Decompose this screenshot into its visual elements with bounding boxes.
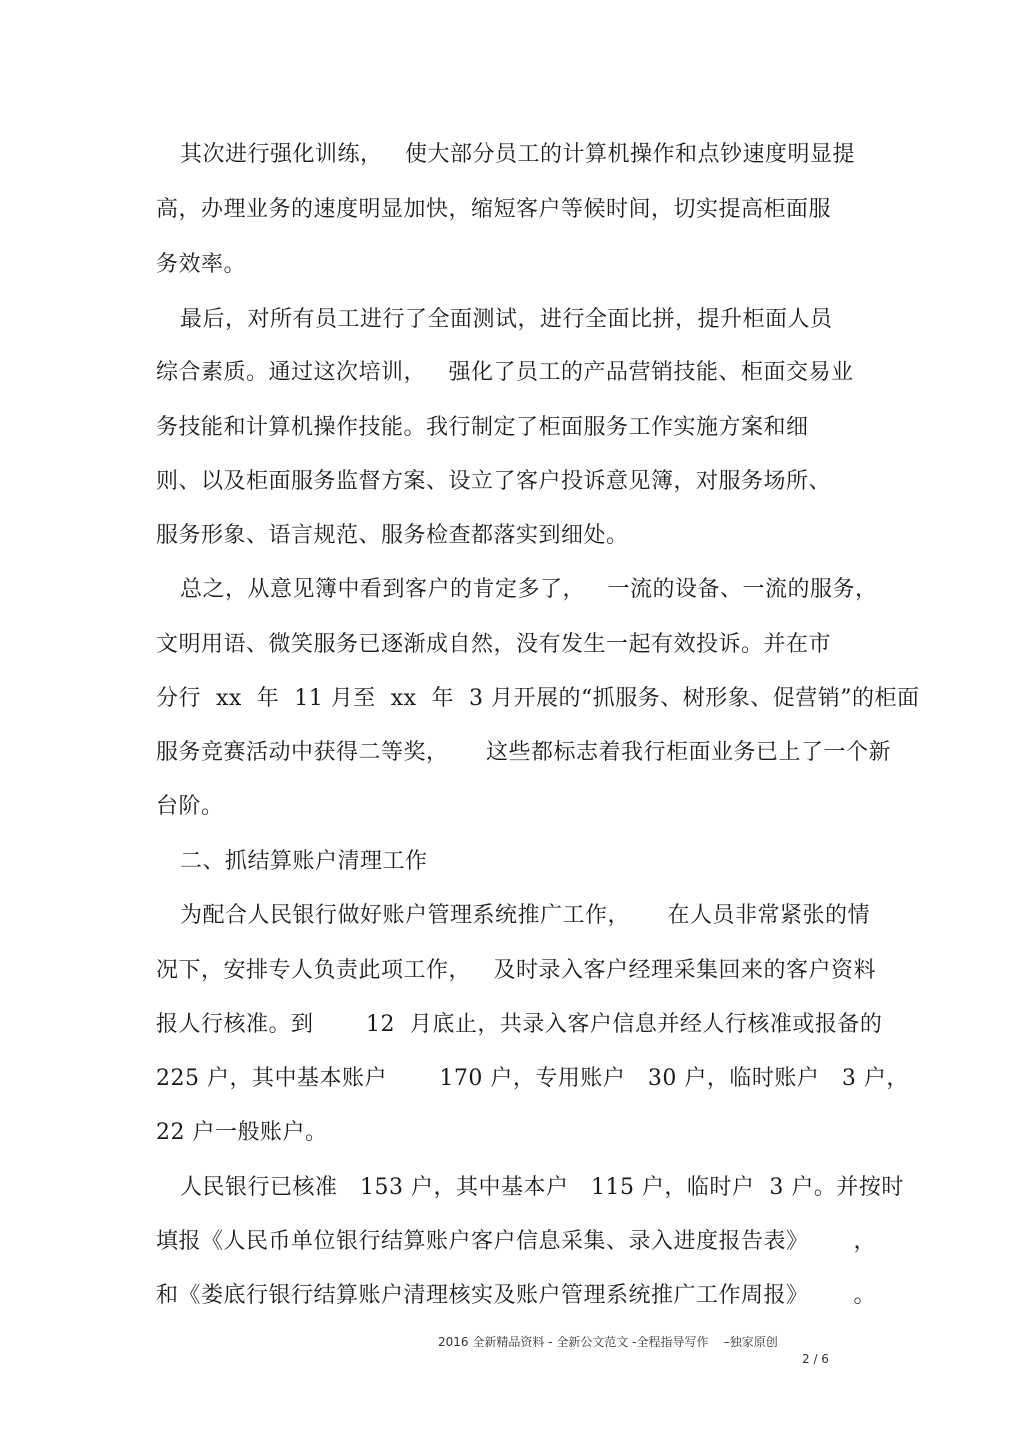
text-line: 其次进行强化训练， 使大部分员工的计算机操作和点钞速度明显提 [180,142,855,167]
text-line: 为配合人民银行做好账户管理系统推广工作， 在人员非常紧张的情 [180,903,870,928]
text-line: 总之，从意见簿中看到客户的肯定多了， 一流的设备、一流的服务， [180,577,878,602]
text-line: 则、以及柜面服务监督方案、设立了客户投诉意见簿，对服务场所、 [156,469,832,494]
text-line: 填报《人民币单位银行结算账户客户信息采集、录入进度报告表》 ， [156,1229,876,1254]
text-line: 务技能和计算机操作技能。我行制定了柜面服务工作实施方案和细 [156,415,809,440]
text-line: 报人行核准。到 12 月底止，共录入客户信息并经人行核准或报备的 [156,1012,883,1037]
text-line: 台阶。 [156,794,224,819]
page-number: 2 / 6 [802,1352,829,1366]
text-line: 综合素质。通过这次培训， 强化了员工的产品营销技能、柜面交易业 [156,360,854,385]
text-line: 人民银行已核准 153 户，其中基本户 115 户，临时户 3 户。并按时 [180,1175,904,1200]
text-line: 225 户，其中基本账户 170 户，专用账户 30 户，临时账户 3 户， [156,1066,909,1091]
text-line: 况下，安排专人负责此项工作， 及时录入客户经理采集回来的客户资料 [156,958,876,983]
section-heading: 二、抓结算账户清理工作 [180,849,428,874]
footer-text: 2016 全新精品资料 - 全新公文范文 -全程指导写作 –独家原创 [438,1335,778,1349]
text-line: 务效率。 [156,252,247,277]
text-line: 文明用语、微笑服务已逐渐成自然，没有发生一起有效投诉。并在市 [156,632,832,657]
text-line: 22 户一般账户。 [156,1120,328,1145]
text-line: 最后，对所有员工进行了全面测试，进行全面比拼，提升柜面人员 [180,307,833,332]
text-line: 服务竞赛活动中获得二等奖， 这些都标志着我行柜面业务已上了一个新 [156,740,891,765]
text-line: 分行 xx 年 11 月至 xx 年 3 月开展的“抓服务、树形象、促营销”的柜面 [156,686,920,711]
text-line: 服务形象、语言规范、服务检查都落实到细处。 [156,523,629,548]
text-line: 和《娄底行银行结算账户清理核实及账户管理系统推广工作周报》 。 [156,1283,876,1308]
text-line: 高，办理业务的速度明显加快，缩短客户等候时间，切实提高柜面服 [156,197,832,222]
